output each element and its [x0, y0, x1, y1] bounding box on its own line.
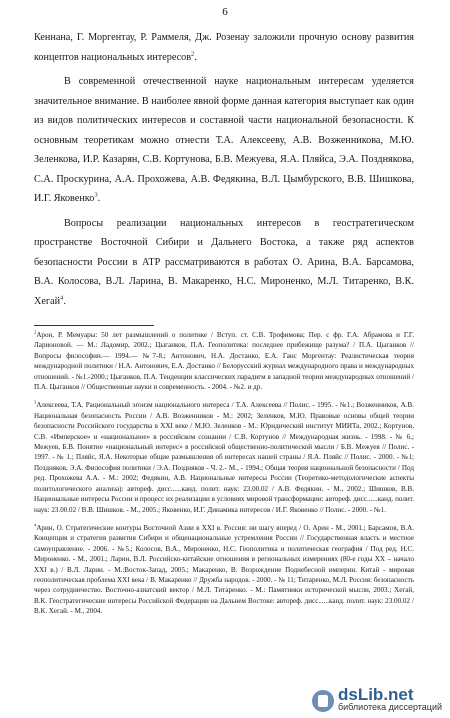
book-badge-icon [312, 690, 334, 712]
paragraph-2-text: В современной отечественной науке национальным интересам уделяется значительное внимание. В наиболее явной форме данная категория выступает как один из видов политических интересов и составной части национальной безопасности. К основным теоретикам можно отнести Т.А. Алексееву, А.В. Возженникова, М.Ю. Зеленкова, И.Р. Казарян, С.В. Кортунова, Б.В. Межуева, Я.А. Пляйса, Э.А. Позднякова, С.А. Проскурина, А.А. Прохожева, А.В. Федякина, В.Л. Цымбурского, В.В. Шишкова, И.Г. Яковенко [34, 76, 414, 204]
footnote-4-text: Арин, О. Стратегические контуры Восточной Азии в XXI в. Россия: ни шагу вперед / О. Арин - М., 2001.; Барсамов, В.А. Концепция и стратегия развития Сибири и общенациональные устремления России // Государственная власть и местное самоуправление. - 2006. - №5.; Колосов, В.А., Мироненко, Н.С. Геополитика и политическая география / Под ред. Н.С. Мироненко. - М., 2001.; Ларин, В.Л. Российско-китайские отношения в региональных измерениях (80-е годы XX – начало XXI в.) / В.Л. Ларин. - М.:Восток-Запад, 2005.; Макаренко, В. Возрождение Поднебесной империи. Китай - мировая геополитическая проблема XXI века / В. Макаренко // Дружба народов. - 2000. - № 11; Титаренко, М.Л. Россия: безопасность через сотрудничество. Восточно-азиатский вектор / М.Л. Титаренко. - М.: Памятники исторической мысли, 2003.; Хегай, В.К. Геостратегические интересы Российской Федерации на Дальнем Востоке: автореф. дисс......канд. полит. наук: 23.00.02 / В.К. Хегай. - М., 2004. [34, 523, 414, 616]
footnote-3-text: Алексеева, Т.А. Рациональный эгоизм национального интереса / Т.А. Алексеева // Полис. - 1995. - №1.; Возженников, А.В. Национальная безопасность России / А.В. Возженников - М.: 2002; Зеленков, М.Ю. Правовые основы общей теории безопасности Российского государства в XXI веке / М.Ю. Зеленков - М.: Юридический институт МИИТа, 2002.; Кортунов, С.В. «Имперское» и «национальное» в российском сознании / С.В. Кортунов // Международная жизнь. - 1998. - № 6.; Межуев, Б.В. Понятие «национальный интерес» в российской общественно-политической мысли / Б.В. Межуев // Полис. - 1997. - № 1.; Пляйс, Я.А. Некоторые общие размышления об интересах нашей страны / Я.А. Пляйс // Полис. - 2000. - №1; Поздняков, Э.А. Философия политики / Э.А. Поздняков - Ч. 2.- М., - 1994.; Общая теория национальной безопасности / Под ред. Прохожева А.А. - М.: 2002; Федякин, А.В. Национальные интересы России (Теоретико-методологические аспекты политологического анализа): автореф. дисс......канд. полит. наук: 23.00.02 / А.В. Федякин. - М., 2002.; Шишков, В.В. Национальные интересы России и процесс их реализации в условиях мировой трансформации: автореф. дисс......канд. полит. наук: 23.00.02 / В.В. Шишков. - М., 2005.; Яковенко, И.Г. Динамика интересов / И.Г. Яковенко // Полис. - 2000. - №1. [34, 401, 414, 514]
footnote-ref-4[interactable]: 4 [60, 294, 64, 302]
footnote-4 [34, 523, 414, 617]
footnote-2-text: Арон, Р. Мемуары: 50 лет размышлений о политике / Вступ. ст. С.В. Трофимова; Пер. с фр. Г.А. Абрамова и Г.Г. Ларионовой. — М.: Ладомир, 2002.; Цыганков, П.А. Геополитика: последнее прибежище разума? / П.А. Цыганков // Вопросы философии.— 1994.— №7-8.; Антонович, Н.А. Достанко, Е.А. Ганс Моргентау: Реалистическая теория международной политики / Н.А. Антонович, Е.А. Достанко // Белорусский журнал международного права и международных отношений. - №1.-2000.; Цыганков, П.А. Тенденции классических парадигм в западной теории международных отношений / П.А. Цыганков // Общественные науки и современность. - 2004. - №2. и др. [34, 331, 414, 392]
watermark-brand: dsLib.net [337, 685, 414, 704]
main-text [34, 28, 414, 316]
paragraph-1 [34, 28, 414, 67]
footnotes [34, 330, 414, 625]
watermark-text [338, 686, 442, 712]
watermark[interactable] [312, 686, 442, 712]
paragraph-3 [34, 214, 414, 312]
footnote-ref-2[interactable]: 2 [191, 50, 195, 58]
footnote-2 [34, 330, 414, 392]
watermark-subtitle: библиотека диссертаций [337, 702, 442, 712]
footnote-3-mark: 3 [34, 400, 37, 406]
footnote-2-mark: 2 [34, 329, 37, 335]
paragraph-3-end: . [63, 295, 66, 307]
paragraph-1-end: . [194, 51, 197, 63]
paragraph-2 [34, 72, 414, 209]
footnote-3 [34, 400, 414, 514]
footnote-4-mark: 4 [34, 522, 37, 528]
footnote-ref-3[interactable]: 3 [94, 191, 98, 199]
paragraph-3-text: Вопросы реализации национальных интересов в геостратегическом пространстве Восточной Сибири и Дальнего Востока, а также ряд аспектов безопасности России в АТР рассматриваются в работах О. Арина, В.А. Барсамова, В.А. Колосова, В.Л. Ларина, В. Макаренко, Н.С. Мироненко, М.Л. Титаренко, В.К. Хегай [34, 217, 414, 307]
paragraph-1-text: Кеннана, Г. Моргентау, Р. Раммеля, Дж. Розенау заложили прочную основу развития концептов национальных интересов [34, 32, 414, 63]
page-number: 6 [222, 6, 228, 18]
paragraph-2-end: . [97, 193, 101, 204]
footnote-divider [34, 325, 154, 326]
